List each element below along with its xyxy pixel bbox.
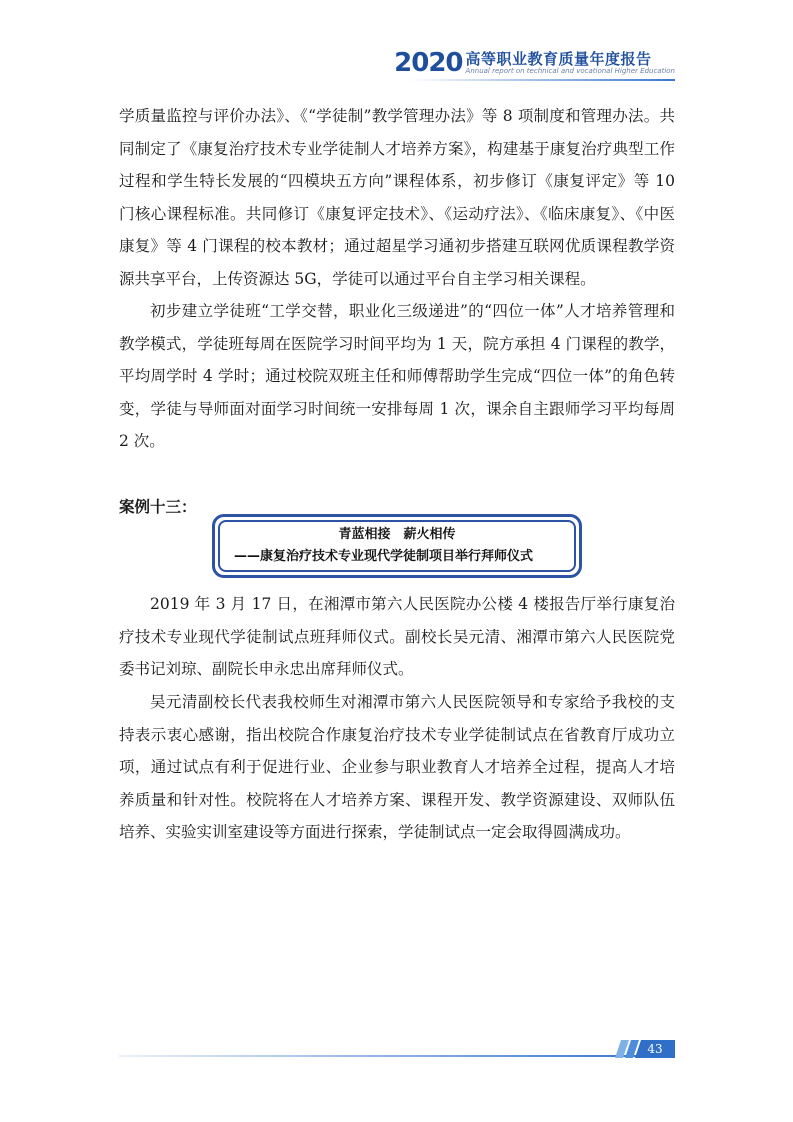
page-number: 43 <box>647 1042 663 1056</box>
report-header <box>394 50 675 76</box>
footer-divider <box>119 1055 639 1057</box>
paragraph-3: 2019 年 3 月 17 日，在湘潭市第六人民医院办公楼 4 楼报告厅举行康复治疗技术专业现代学徒制试点班拜师仪式。副校长吴元清、湘潭市第六人民医院党委书记刘琼、副院长申永忠出席拜师仪式。 <box>119 595 675 678</box>
case-title: 青蓝相接 薪火相传 <box>338 527 456 542</box>
case-subtitle: ——康复治疗技术专业现代学徒制项目举行拜师仪式 <box>234 549 534 564</box>
header-title-en: Annual report on technical and vocational Higher Education <box>465 66 675 75</box>
paragraph-1: 学质量监控与评价办法》、《“学徒制”教学管理办法》等 8 项制度和管理办法。共同制定了《康复治疗技术专业学徒制人才培养方案》，构建基于康复治疗典型工作过程和学生特长发展的“四模块五方向”课程体系，初步修订《康复评定》等 10 门核心课程标准。共同修订《康复评定技术》、《运动疗法》、《临床康复》、《中医康复》等 4 门课程的校本教材；通过超星学习通初步搭建互联网优质课程教学资源共享平台，上传资源达 5G，学徒可以通过平台自主学习相关课程。 <box>119 107 675 288</box>
case-title-box <box>212 514 582 578</box>
header-divider <box>408 79 675 81</box>
case-title-box-inner <box>218 520 576 572</box>
header-title-cn: 高等职业教育质量年度报告 <box>465 49 652 68</box>
paragraph-2: 初步建立学徒班“工学交替，职业化三级递进”的“四位一体”人才培养管理和教学模式，学徒班每周在医院学习时间平均为 1 天，院方承担 4 门课程的教学，平均周学时 4 学时；通过校院双班主任和师傅帮助学生完成“四位一体”的角色转变，学徒与导师面对面学习时间统一安排每周 1 次，课余自主跟师学习平均每周 2 次。 <box>119 302 675 450</box>
paragraph-4: 吴元清副校长代表我校师生对湘潭市第六人民医院领导和专家给予我校的支持表示衷心感谢，指出校院合作康复治疗技术专业学徒制试点在省教育厅成功立项，通过试点有利于促进行业、企业参与职业教育人才培养全过程，提高人才培养质量和针对性。校院将在人才培养方案、课程开发、教学资源建设、双师队伍培养、实验实训室建设等方面进行探索，学徒制试点一定会取得圆满成功。 <box>119 693 675 841</box>
header-year: 2020 <box>394 48 463 78</box>
case-label: 案例十三： <box>119 498 197 516</box>
header-title-block <box>466 51 675 76</box>
